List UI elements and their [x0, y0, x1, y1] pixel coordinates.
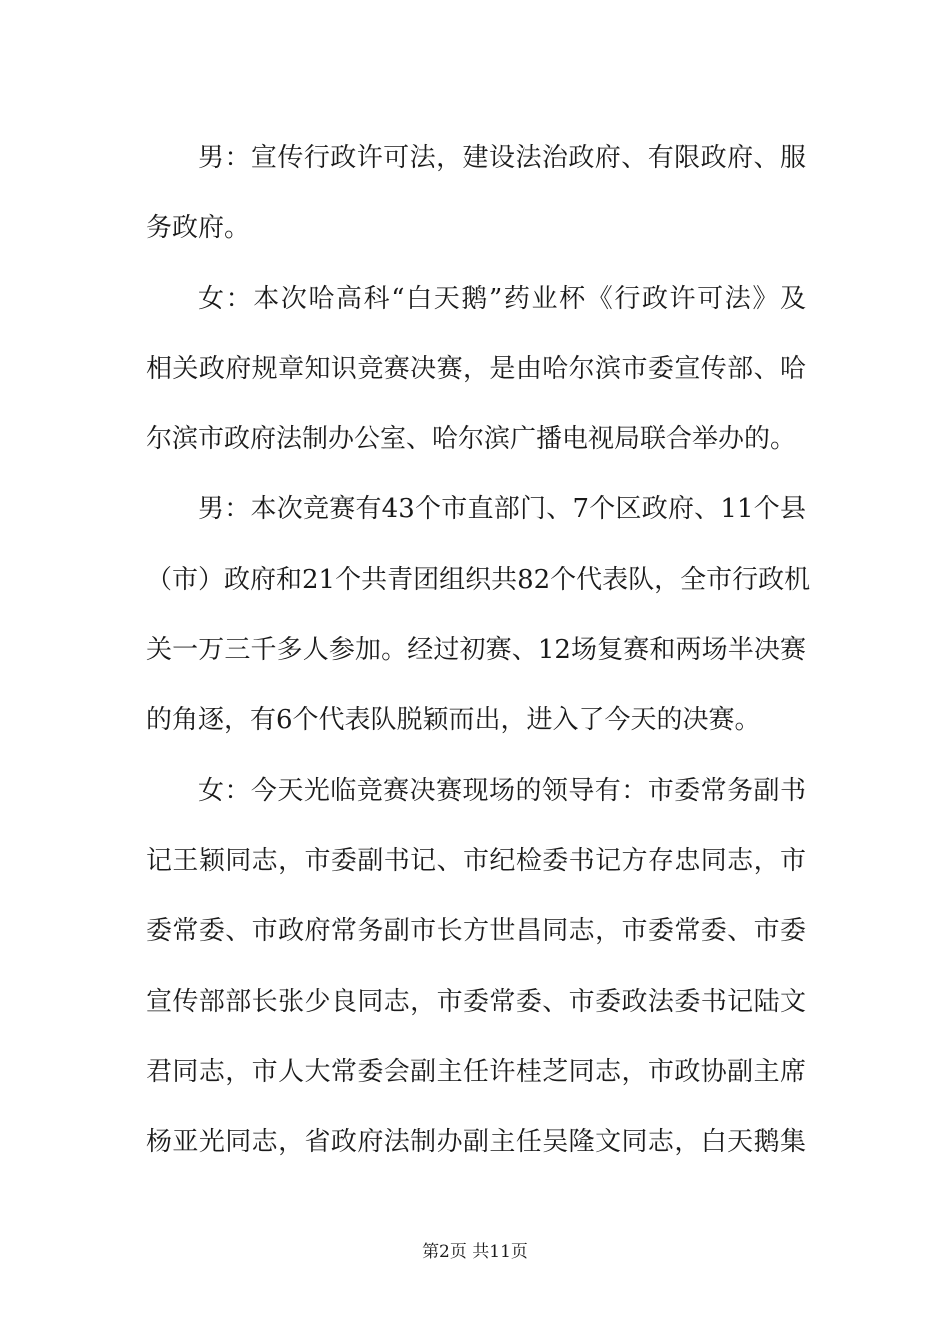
- text-line: 关一万三千多人参加。经过初赛、12场复赛和两场半决赛: [146, 635, 806, 666]
- text-line: 的角逐，有6个代表队脱颖而出，进入了今天的决赛。: [146, 705, 761, 736]
- text-line: （市）政府和21个共青团组织共82个代表队，全市行政机: [146, 564, 811, 595]
- text-line: 男：宣传行政许可法，建设法治政府、有限政府、服: [198, 143, 806, 173]
- text-line: 女：今天光临竞赛决赛现场的领导有：市委常务副书: [198, 775, 806, 806]
- page-number-footer: 第2页 共11页: [422, 1242, 528, 1262]
- text-line: 男：本次竞赛有43个市直部门、7个区政府、11个县: [198, 494, 806, 525]
- document-body: [146, 123, 811, 1177]
- text-line: 尔滨市政府法制办公室、哈尔滨广播电视局联合举办的。: [146, 424, 797, 455]
- text-line: 委常委、市政府常务副市长方世昌同志，市委常委、市委: [146, 916, 806, 947]
- text-line: 务政府。: [146, 213, 251, 244]
- text-line: 记王颖同志，市委副书记、市纪检委书记方存忠同志，市: [146, 845, 806, 876]
- text-line: 宣传部部长张少良同志，市委常委、市委政法委书记陆文: [146, 986, 806, 1017]
- text-line: 杨亚光同志，省政府法制办副主任吴隆文同志，白天鹅集: [146, 1127, 806, 1158]
- text-line: 相关政府规章知识竞赛决赛，是由哈尔滨市委宣传部、哈: [146, 353, 806, 384]
- text-line: 君同志，市人大常委会副主任许桂芝同志，市政协副主席: [146, 1056, 806, 1087]
- text-line: 女：本次哈高科“白天鹅”药业杯《行政许可法》及: [198, 283, 806, 314]
